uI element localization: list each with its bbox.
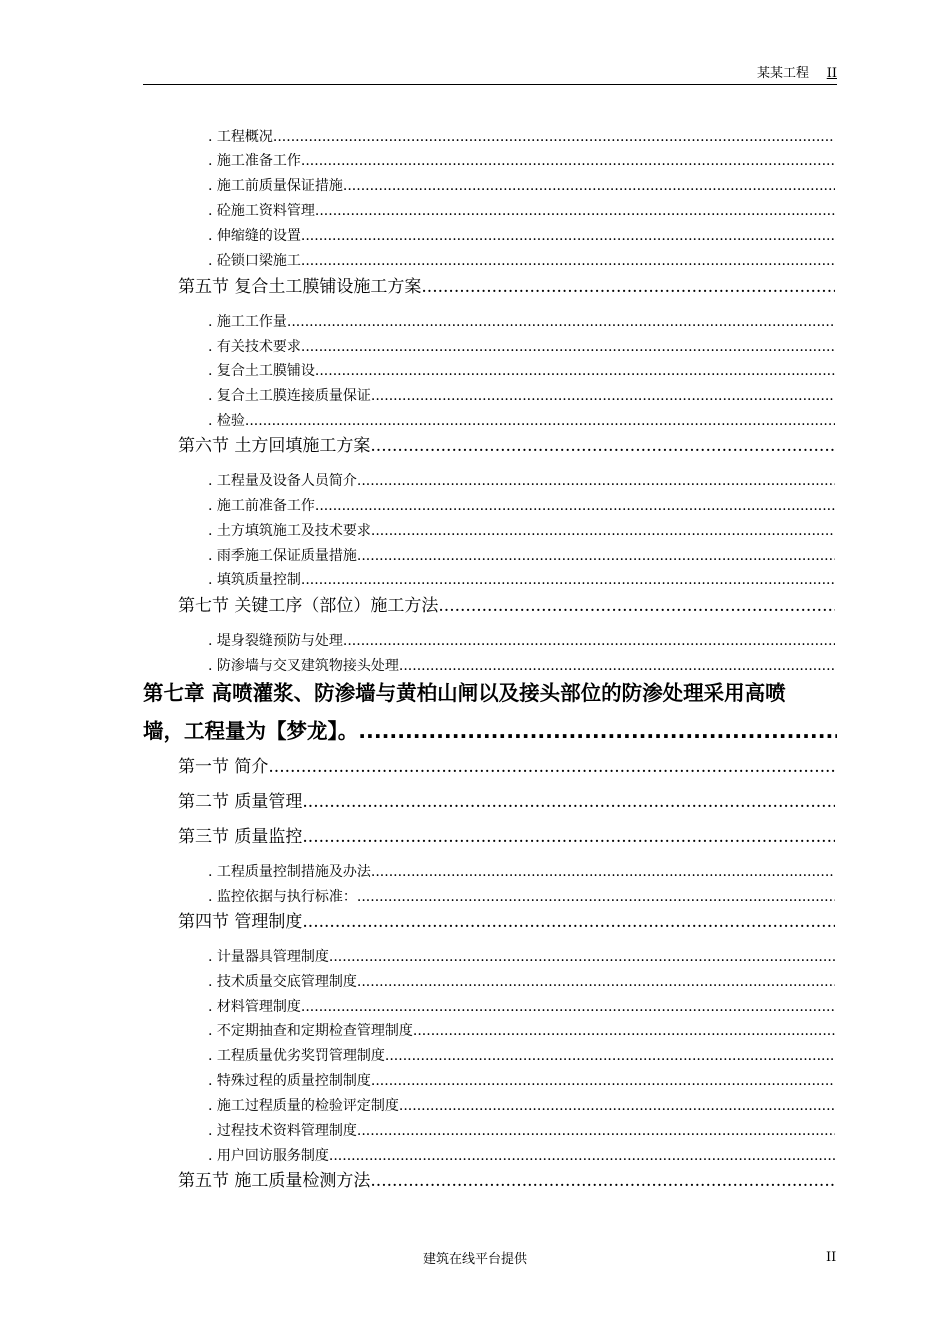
toc-section[interactable]: 第五节 复合土工膜铺设施工方案 ..... bbox=[178, 275, 835, 299]
toc-item[interactable]: . 施工过程质量的检验评定制度 ..... bbox=[208, 1096, 835, 1116]
footer-page-number: II bbox=[826, 1250, 837, 1265]
toc-item[interactable]: . 伸缩缝的设置 ..... bbox=[208, 226, 835, 246]
toc-item[interactable]: . 技术质量交底管理制度 ..... bbox=[208, 972, 835, 992]
footer-text: 建筑在线平台提供 bbox=[422, 1252, 527, 1267]
toc-item[interactable]: . 复合土工膜连接质量保证 ..... bbox=[208, 386, 835, 406]
toc-item[interactable]: . 施工前质量保证措施 ..... bbox=[208, 176, 835, 196]
toc-item[interactable]: . 工程量及设备人员简介 ..... bbox=[208, 471, 835, 491]
toc-item[interactable]: . 用户回访服务制度 ..... bbox=[208, 1146, 835, 1166]
toc-section[interactable]: 第三节 质量监控 ..... bbox=[178, 825, 835, 849]
page-header bbox=[143, 64, 837, 85]
toc-item[interactable]: . 有关技术要求 ..... bbox=[208, 337, 835, 357]
toc-section[interactable]: 第四节 管理制度 ..... bbox=[178, 910, 835, 934]
toc-item[interactable]: . 砼锁口梁施工 ..... bbox=[208, 251, 835, 271]
toc-item[interactable]: . 防渗墙与交叉建筑物接头处理 ..... bbox=[208, 656, 835, 676]
header-title: 某某工程 bbox=[756, 66, 809, 81]
toc-section[interactable]: 第七节 关键工序（部位）施工方法 ..... bbox=[178, 594, 835, 618]
toc-item[interactable]: . 不定期抽查和定期检查管理制度 ..... bbox=[208, 1021, 835, 1041]
toc-item[interactable]: . 工程质量控制措施及办法 ..... bbox=[208, 862, 835, 882]
toc-section[interactable]: 第六节 土方回填施工方案 ..... bbox=[178, 434, 835, 458]
toc-item[interactable]: . 砼施工资料管理 ..... bbox=[208, 201, 835, 221]
toc-section[interactable]: 第五节 施工质量检测方法 ..... bbox=[178, 1169, 835, 1193]
toc-chapter-title-continued[interactable]: 墙，工程量为【梦龙】。 ..... bbox=[143, 715, 837, 747]
toc-item[interactable]: . 计量器具管理制度 ..... bbox=[208, 947, 835, 967]
toc-item[interactable]: . 材料管理制度 ..... bbox=[208, 997, 835, 1017]
toc-item[interactable]: . 施工工作量 ..... bbox=[208, 312, 835, 332]
toc-item[interactable]: . 施工前准备工作 ..... bbox=[208, 496, 835, 516]
toc-item[interactable]: . 工程质量优劣奖罚管理制度 ..... bbox=[208, 1046, 835, 1066]
toc-item[interactable]: . 土方填筑施工及技术要求 ..... bbox=[208, 521, 835, 541]
toc-item[interactable]: . 检验 ..... bbox=[208, 411, 835, 431]
toc-item[interactable]: . 施工准备工作 ..... bbox=[208, 151, 835, 171]
toc-item[interactable]: . 工程概况 ..... bbox=[208, 127, 835, 147]
toc-item[interactable]: . 堤身裂缝预防与处理 ..... bbox=[208, 631, 835, 651]
toc-item[interactable]: . 填筑质量控制 ..... bbox=[208, 570, 835, 590]
toc-chapter-title[interactable]: 第七章 高喷灌浆、防渗墙与黄柏山闸以及接头部位的防渗处理采用高喷 bbox=[143, 681, 786, 705]
toc-section[interactable]: 第二节 质量管理 ..... bbox=[178, 790, 835, 814]
toc-item[interactable]: . 复合土工膜铺设 ..... bbox=[208, 361, 835, 381]
toc-item[interactable]: . 过程技术资料管理制度 ..... bbox=[208, 1121, 835, 1141]
header-page-number: II bbox=[826, 66, 837, 81]
toc-item[interactable]: . 特殊过程的质量控制制度 ..... bbox=[208, 1071, 835, 1091]
toc-item[interactable]: . 雨季施工保证质量措施 ..... bbox=[208, 546, 835, 566]
toc-item[interactable]: . 监控依据与执行标准： ..... bbox=[208, 887, 835, 907]
toc-section[interactable]: 第一节 简介 ..... bbox=[178, 755, 835, 779]
